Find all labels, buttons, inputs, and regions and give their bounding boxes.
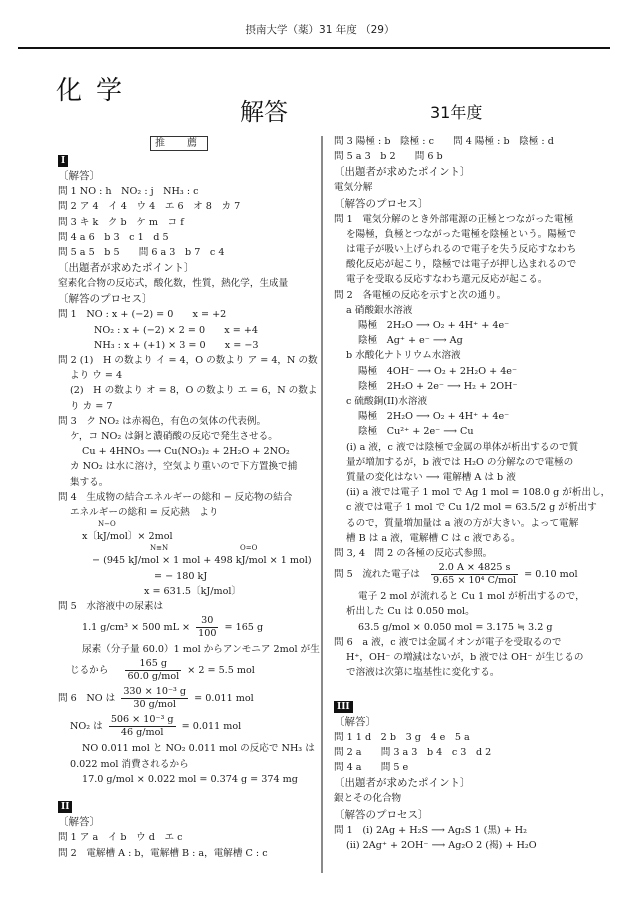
equation: 1.1 g/cm³ × 500 mL × $\frac{30}{100}$ = 165 g (82, 615, 264, 640)
subject-title: 化学 (56, 76, 137, 106)
left-column (58, 134, 320, 861)
process-line: 問 2 各電極の反応を示すと次の通り。 (334, 289, 507, 301)
answer-title: 解答 (240, 98, 288, 126)
equation: 陽極 2H₂O ⟶ O₂ + 4H⁺ + 4e⁻ (358, 411, 510, 423)
right-column (334, 134, 611, 853)
process-line: (ii) a 液では電子 1 mol で Ag 1 mol = 108.0 g が析出し， (346, 487, 611, 499)
process-heading: 〔解答のプロセス〕 (334, 808, 429, 821)
process-line: 問 3 ク NO₂ は赤褐色，有色の気体の代表例。 (58, 415, 267, 427)
equation: 陽極 4OH⁻ ⟶ O₂ + 2H₂O + 4e⁻ (358, 365, 518, 377)
section-marker-I: I (58, 155, 68, 167)
equation: 17.0 g/mol × 0.022 mol = 0.374 g = 374 mg (82, 773, 298, 785)
answer-line: 問 3 キ k ク b ケ m コ f (58, 216, 184, 228)
process-line: 量が増加するが，b 液では H₂O の分解なので電極の (346, 456, 574, 468)
equation: = − 180 kJ (154, 570, 208, 582)
process-line: 槽 B は a 液，電解槽 C は c 液である。 (346, 532, 521, 544)
process-line: 質量の変化はない ⟶ 電解槽 A は b 液 (346, 472, 516, 484)
process-line: り カ = 7 (70, 400, 113, 412)
points-heading: 〔出題者が求めたポイント〕 (334, 777, 471, 790)
answers-heading: 〔解答〕 (58, 816, 100, 829)
points-text: 銀とその化合物 (334, 793, 402, 805)
answer-line: 問 2 電解槽 A : b，電解槽 B : a，電解槽 C : c (58, 847, 268, 859)
equation: 63.5 g/mol × 0.050 mol = 3.175 ≒ 3.2 g (358, 621, 553, 633)
answer-line: 問 2 a 問 3 a 3 b 4 c 3 d 2 (334, 746, 492, 758)
process-line: 集する。 (70, 476, 109, 488)
process-line: (2) H の数より オ = 8，O の数より エ = 6，N の数よ (70, 385, 318, 397)
answer-line: 問 5 a 5 b 5 問 6 a 3 b 7 c 4 (58, 247, 225, 259)
process-line: 問 3, 4 問 2 の各極の反応式参照。 (334, 548, 493, 560)
equation: 陰極 Cu²⁺ + 2e⁻ ⟶ Cu (358, 426, 474, 438)
process-line: で溶液は次第に塩基性に変化する。 (346, 667, 500, 679)
answer-line: 問 4 a 問 5 e (334, 762, 409, 774)
process-line: 酸化反応が起こり，陰極では電子が押し込まれるので (346, 259, 577, 271)
equation: x = 631.5〔kJ/mol〕 (144, 585, 242, 597)
process-line: 析出した Cu は 0.050 mol。 (346, 606, 475, 618)
section-marker-II: II (58, 801, 72, 813)
process-line: 問 1 (i) 2Ag + H₂S ⟶ Ag₂S 1 (黒) + H₂ (334, 824, 528, 836)
process-line: より ウ = 4 (70, 370, 123, 382)
points-text: 窒素化合物の反応式，酸化数，性質，熱化学，生成量 (58, 278, 289, 290)
answer-line: 問 5 a 3 b 2 問 6 b (334, 151, 443, 163)
answer-line: 問 4 a 6 b 3 c 1 d 5 (58, 231, 169, 243)
fraction: $\frac{\text{330 × 10⁻³ g}}{\text{30 g/mol}}$ (123, 686, 187, 711)
column-divider (321, 136, 323, 873)
answers-heading: 〔解答〕 (58, 170, 100, 183)
equation: NO₂ は $\frac{\text{506 × 10⁻³ g}}{\text{46 g/mol}}$ = 0.011 mol (70, 714, 242, 739)
process-heading: 〔解答のプロセス〕 (58, 293, 153, 306)
process-line: るので，質量増加量は a 液の方が大きい。よって電解 (346, 517, 579, 529)
fraction: $\frac{165 g}{\text{60.0 g/mol}}$ (127, 658, 180, 683)
section-marker-III: III (334, 701, 353, 713)
process-line: は電子が吸い上げられるので電子を失う反応すなわち (346, 244, 577, 256)
process-line: ケ，コ NO₂ は銅と濃硝酸の反応で発生させる。 (70, 431, 278, 443)
bond-label: N≡N (150, 544, 169, 553)
bond-label: N−O (98, 520, 116, 529)
process-line: 問 6 a 液，c 液では金属イオンが電子を受取るので (334, 636, 562, 648)
fraction: $\frac{\text{506 × 10⁻³ g}}{\text{46 g/mol}}$ (110, 714, 174, 739)
equation: 陰極 Ag⁺ + e⁻ ⟶ Ag (358, 335, 463, 347)
process-line: カ NO₂ は水に溶け，空気より重いので下方置換で捕 (70, 461, 298, 473)
process-line: NH₃ : x + (+1) × 3 = 0 x = −3 (94, 339, 259, 351)
running-head: 摂南大学（薬）31 年度 （29） (245, 24, 395, 36)
year-label: 31年度 (430, 103, 483, 122)
fraction: $\frac{30}{100}$ (198, 615, 217, 640)
process-line: 問 1 NO : x + (−2) = 0 x = +2 (58, 309, 227, 321)
equation: 問 6 NO は $\frac{\text{330 × 10⁻³ g}}{\text{30 g/mol}}$ = 0.011 mol (58, 686, 254, 711)
process-line: 問 2 (1) H の数より イ = 4，O の数より ア = 4，N の数 (58, 355, 318, 367)
process-line: 問 1 電気分解のとき外部電源の正極とつながった電極 (334, 213, 574, 225)
process-line: (i) a 液，c 液では陰極で金属の単体が析出するので質 (346, 441, 579, 453)
process-line: NO₂ : x + (−2) × 2 = 0 x = +4 (94, 324, 258, 336)
equation: じるから $\frac{165 g}{\text{60.0 g/mol}}$ × 2 = 5.5 mol (70, 658, 255, 683)
equation: − (945 kJ/mol × 1 mol + 498 kJ/mol × 1 mol) (92, 555, 312, 567)
equation: 陽極 2H₂O ⟶ O₂ + 4H⁺ + 4e⁻ (358, 320, 510, 332)
process-line: 尿素（分子量 60.0）1 mol からアンモニア 2mol が生 (82, 644, 320, 656)
process-line: c 液では電子 1 mol で Cu 1/2 mol = 63.5/2 g が析出す (346, 502, 597, 514)
answers-heading: 〔解答〕 (334, 715, 376, 728)
process-line: NO 0.011 mol と NO₂ 0.011 mol の反応で NH₃ は (82, 743, 315, 755)
process-line: c 硫酸銅(II)水溶液 (346, 396, 428, 408)
points-heading: 〔出題者が求めたポイント〕 (58, 262, 195, 275)
process-line: b 水酸化ナトリウム水溶液 (346, 350, 461, 362)
process-line: (ii) 2Ag⁺ + 2OH⁻ ⟶ Ag₂O 2 (褐) + H₂O (346, 839, 537, 851)
answer-line: 問 3 陽極 : b 陰極 : c 問 4 陽極 : b 陰極 : d (334, 136, 554, 147)
process-line: a 硝酸銀水溶液 (346, 304, 413, 316)
answer-line: 問 1 NO : h NO₂ : j NH₃ : c (58, 186, 199, 198)
equation: x〔kJ/mol〕× 2mol (82, 531, 173, 543)
fraction: $\frac{2.0 A \times 4825 s}{\text{9.65 × 10⁴ C/mol}}$ (432, 562, 517, 587)
bond-label: O=O (240, 544, 258, 553)
process-line: エネルギーの総和 = 反応熱 より (70, 507, 219, 519)
process-line: 電子を受取る反応すなわち還元反応が起こる。 (346, 274, 548, 286)
points-heading: 〔出題者が求めたポイント〕 (334, 166, 471, 179)
answer-line: 問 2 ア 4 イ 4 ウ 4 エ 6 オ 8 カ 7 (58, 201, 241, 213)
process-line: を陽極，負極とつながった電極を陰極という。陽極で (346, 228, 577, 240)
equation: 陰極 2H₂O + 2e⁻ ⟶ H₂ + 2OH⁻ (358, 380, 518, 392)
exam-type-box: 推 薦 (150, 136, 208, 151)
answer-line: 問 1 1 d 2 b 3 g 4 e 5 a (334, 731, 470, 743)
process-line: H⁺，OH⁻ の増減はないが，b 液では OH⁻ が生じるの (346, 652, 584, 664)
process-heading: 〔解答のプロセス〕 (334, 197, 429, 210)
process-line: 問 5 水溶液中の尿素は (58, 601, 164, 613)
answer-line: 問 1 ア a イ b ウ d エ c (58, 832, 183, 844)
process-line: 電子 2 mol が流れると Cu 1 mol が析出するので， (358, 591, 585, 603)
process-line: 問 4 生成物の結合エネルギーの総和 − 反応物の結合 (58, 491, 293, 503)
equation: 問 5 流れた電子は $\frac{2.0 A \times 4825 s}{\text{9.65 × 10⁴ C/mol}}$ = 0.10 mol (334, 562, 578, 587)
process-line: 0.022 mol 消費されるから (70, 758, 189, 770)
header-rule (18, 47, 610, 49)
equation: Cu + 4HNO₃ ⟶ Cu(NO₃)₂ + 2H₂O + 2NO₂ (82, 446, 290, 458)
points-text: 電気分解 (334, 182, 373, 194)
